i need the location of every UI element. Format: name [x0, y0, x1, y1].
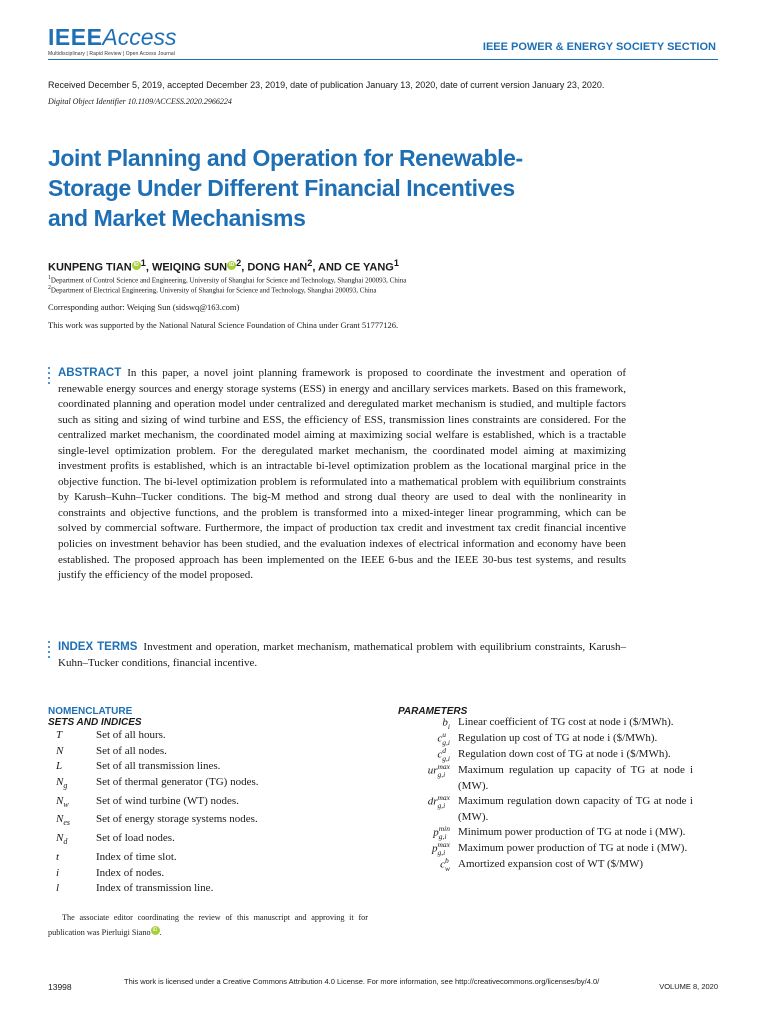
set-symbol: i	[56, 866, 60, 879]
parameter-symbol-base: p	[432, 842, 438, 855]
affiliation-text: Department of Control Science and Engineering, University of Shanghai for Science and Technology, Shanghai 200093, China	[50, 276, 407, 285]
index-terms-label: INDEX TERMS	[58, 641, 138, 653]
parameter-symbol	[398, 731, 458, 747]
orcid-icon[interactable]: iD	[133, 262, 139, 268]
affiliation	[48, 275, 406, 284]
parameter-symbol-sub: w	[444, 864, 450, 874]
set-entry	[56, 866, 378, 882]
doi: Digital Object Identifier 10.1109/ACCESS.2020.2966224	[48, 97, 232, 106]
logo-product: Access	[102, 24, 177, 50]
set-description: Set of thermal generator (TG) nodes.	[96, 775, 259, 788]
set-description: Index of transmission line.	[96, 882, 214, 895]
parameter-symbol-sup: max	[437, 762, 450, 771]
author-list: KUNPENG TIAN iD $^1$, WEIQING SUN iD $^2$, DONG HAN$^2$, AND CE YANG$^1$	[48, 258, 399, 274]
parameter-symbol-sup: max	[437, 793, 450, 803]
set-symbol-wrap	[56, 812, 96, 831]
parameter-script-stack	[438, 841, 451, 857]
title-line: Joint Planning and Operation for Renewable-	[48, 145, 523, 171]
parameter-script-stack	[439, 825, 450, 841]
set-symbol-wrap	[56, 744, 96, 760]
index-terms-text: Investment and operation, market mechanism, mathematical problem with equilibrium constraints, Karush–Kuhn–Tucker conditions, financial incentive.	[58, 641, 627, 669]
abstract-label: ABSTRACT	[58, 367, 122, 379]
set-symbol: N	[56, 775, 64, 788]
set-entry	[56, 775, 378, 794]
parameter-entry	[398, 857, 698, 873]
abstract-text: In this paper, a novel joint planning framework is proposed to coordinate the investment and operation of renewable energy sources and energy storage systems (ESS) in energy and ancillary services markets. Based on this framework, coordinated planning and operation model under centralized and deregulated market mechanism is studied, and multiple factors such as siting and sizing of wind turbine and ESS, the efficiency of ESS, transmission lines constraints are considered. For the centralized market mechanism, the coordinated model aiming at maximizing social welfare is established, which is a tractable single-level optimization problem. For the deregulated market mechanism, the coordinated model aiming at maximizing investment profits is established, which is an intractable bi-level optimization problem as the locational marginal price in the objective function. The bi-level optimization problem is reformulated into a mathematical problem with equilibrium constraints by Karush–Kuhn–Tucker conditions. The big-M method and strong dual theory are used to deal with the nonlinearity in constraints and objective functions, and the problem is transformed into a mixed-integer linear programming, which can be solved by commercial software. Furthermore, the impact of production tax credit and investment tax credit financial incentive policies on investment behavior has been studied, and the evaluation indexes of electrical information and economy have been established. The proposed approach has been implemented on the IEEE 6-bus and the IEEE 30-bus test systems, and results justify the efficiency of the model proposed.	[58, 367, 626, 582]
parameter-symbol-base: p	[433, 826, 439, 839]
parameter-symbol-sup: max	[437, 840, 450, 850]
editor-note-text: The associate editor coordinating the review of this manuscript and approving it for publication was Pierluigi Siano	[48, 913, 368, 937]
set-symbol-wrap	[56, 850, 96, 866]
orcid-icon[interactable]: iD	[229, 262, 235, 268]
set-symbol: N	[56, 794, 64, 807]
parameter-symbol	[398, 841, 458, 857]
set-entry	[56, 794, 378, 813]
volume-label: VOLUME 8, 2020	[659, 982, 718, 991]
parameter-symbol-sup: b	[444, 856, 449, 866]
parameter-symbol-sub: g,i	[437, 770, 446, 779]
parameter-symbol	[398, 763, 458, 794]
author-affil-num: 1	[140, 258, 146, 268]
parameter-description: Regulation up cost of TG at node i ($/MWh).	[458, 732, 658, 744]
journal-logo	[48, 24, 177, 57]
set-symbol-wrap	[56, 759, 96, 775]
sets-list	[48, 728, 378, 897]
logo-tagline: Multidisciplinary | Rapid Review | Open Access Journal	[48, 51, 175, 57]
parameter-description: Maximum regulation up capacity of TG at node i (MW).	[458, 764, 693, 792]
parameter-symbol-sub: g,i	[437, 801, 446, 811]
set-symbol: L	[56, 760, 63, 773]
header-rule	[48, 59, 718, 60]
parameter-symbol-base: c	[437, 748, 443, 761]
parameter-script-stack	[442, 731, 450, 747]
affiliation-num: 1	[48, 275, 51, 281]
parameter-description: Minimum power production of TG at node i (MW).	[458, 826, 686, 839]
parameter-symbol-sub: g,i	[438, 832, 447, 842]
parameter-script-stack	[442, 747, 450, 763]
received-dates: Received December 5, 2019, accepted December 23, 2019, date of publication January 13, 2020, date of current version January 23, 2020.	[48, 80, 605, 90]
set-entry	[56, 831, 378, 850]
editor-note: The associate editor coordinating the review of this manuscript and approving it for publication was Pierluigi Siano iD .	[48, 913, 368, 937]
set-symbol: l	[56, 882, 60, 895]
set-symbol-wrap	[56, 728, 96, 744]
set-symbol-wrap	[56, 775, 96, 794]
set-symbol-sub: d	[63, 837, 68, 847]
orcid-icon[interactable]: iD	[151, 926, 160, 935]
parameter-description: Regulation down cost of TG at node i ($/MWh).	[458, 748, 671, 760]
set-entry	[56, 881, 378, 897]
parameter-entry	[398, 715, 698, 731]
parameter-description: Maximum power production of TG at node i (MW).	[458, 842, 688, 855]
nomenclature-heading: NOMENCLATURE	[48, 706, 133, 717]
index-terms-marker-icon	[48, 641, 52, 661]
parameter-script-stack	[445, 857, 450, 873]
parameter-entry	[398, 794, 698, 825]
parameter-script-stack	[438, 763, 451, 779]
parameter-symbol	[398, 715, 458, 731]
parameter-symbol-base: c	[437, 732, 443, 745]
parameter-symbol-base: c	[440, 858, 445, 871]
abstract	[58, 366, 626, 584]
index-terms	[58, 640, 626, 671]
set-symbol-sub: w	[63, 799, 69, 809]
page-number: 13998	[48, 982, 72, 992]
parameter-symbol	[398, 825, 458, 841]
sets-heading: SETS AND INDICES	[48, 717, 142, 728]
parameter-symbol-sub: g,i	[442, 754, 450, 763]
parameter-description: Amortized expansion cost of WT ($/MW)	[458, 858, 644, 871]
set-entry	[56, 850, 378, 866]
nomenclature-sets	[48, 706, 378, 897]
parameters-heading: PARAMETERS	[398, 706, 468, 717]
parameter-symbol	[398, 794, 458, 825]
affiliation-text: Department of Electrical Engineering, University of Shanghai for Science and Technology, Shanghai 200093, China	[50, 286, 377, 295]
set-entry	[56, 759, 378, 775]
set-symbol-wrap	[56, 794, 96, 813]
parameter-description: Linear coefficient of TG cost at node i ($/MWh).	[458, 716, 674, 728]
funding-note: This work was supported by the National Natural Science Foundation of China under Grant 51777126.	[48, 320, 399, 330]
set-description: Set of all hours.	[96, 729, 166, 741]
parameter-symbol	[398, 857, 458, 873]
title-line: and Market Mechanisms	[48, 205, 306, 231]
set-symbol-wrap	[56, 831, 96, 850]
author-name: WEIQING SUN	[151, 261, 228, 274]
license-note: This work is licensed under a Creative Commons Attribution 4.0 License. For more information, see http://creativecommons.org/licenses/by/4.0/	[124, 977, 600, 986]
author-name: , AND CE YANG	[312, 261, 394, 274]
author-affil-num: 2	[236, 258, 242, 268]
parameter-entry	[398, 763, 698, 794]
parameter-symbol-base: dr	[427, 795, 438, 808]
paper-title	[48, 143, 608, 233]
parameter-script-stack	[438, 794, 451, 810]
set-symbol: T	[56, 729, 63, 741]
parameters-list	[398, 715, 698, 873]
parameter-description: Maximum regulation down capacity of TG at node i (MW).	[458, 795, 693, 823]
author-name: KUNPENG TIAN	[48, 261, 132, 274]
set-symbol: N	[56, 744, 64, 757]
set-symbol-sub: g	[63, 780, 68, 790]
parameter-entry	[398, 841, 698, 857]
affiliation-num: 2	[48, 285, 51, 291]
author-name: , DONG HAN	[241, 261, 308, 274]
affiliation	[48, 285, 376, 294]
set-description: Set of all nodes.	[96, 744, 167, 757]
set-symbol: N	[56, 813, 64, 826]
nomenclature-parameters	[398, 706, 698, 873]
corresponding-author: Corresponding author: Weiqing Sun (sidswq@163.com)	[48, 302, 240, 312]
title-line: Storage Under Different Financial Incentives	[48, 175, 515, 201]
set-description: Set of energy storage systems nodes.	[96, 813, 258, 826]
parameter-symbol-sub: i	[447, 722, 450, 731]
author-affil-num: 2	[307, 258, 313, 268]
section-heading: IEEE POWER & ENERGY SOCIETY SECTION	[482, 41, 716, 53]
parameter-symbol-sub: g,i	[442, 738, 450, 747]
parameter-entry	[398, 825, 698, 841]
set-symbol: t	[56, 850, 60, 863]
parameter-symbol-sup: d	[442, 746, 447, 755]
abstract-marker-icon	[48, 367, 52, 387]
logo-brand: IEEE	[48, 24, 103, 50]
parameter-script-stack	[448, 715, 450, 731]
author-affil-num: 1	[393, 258, 399, 268]
parameter-entry	[398, 747, 698, 763]
set-entry	[56, 812, 378, 831]
parameter-symbol-base: ur	[427, 764, 438, 777]
parameter-symbol-sup: min	[438, 824, 450, 834]
parameter-entry	[398, 731, 698, 747]
parameter-symbol-sub: g,i	[437, 848, 446, 858]
set-symbol: N	[56, 832, 64, 845]
set-description: Set of all transmission lines.	[96, 760, 221, 773]
set-entry	[56, 728, 378, 744]
set-symbol-wrap	[56, 881, 96, 897]
set-symbol-wrap	[56, 866, 96, 882]
parameter-symbol-sup: u	[442, 730, 447, 739]
set-symbol-sub: es	[63, 818, 71, 828]
set-description: Set of load nodes.	[96, 832, 175, 845]
parameter-symbol	[398, 747, 458, 763]
set-entry	[56, 744, 378, 760]
set-description: Index of nodes.	[96, 866, 165, 879]
parameter-symbol-base: b	[442, 716, 448, 729]
set-description: Set of wind turbine (WT) nodes.	[96, 794, 239, 807]
set-description: Index of time slot.	[96, 850, 177, 863]
